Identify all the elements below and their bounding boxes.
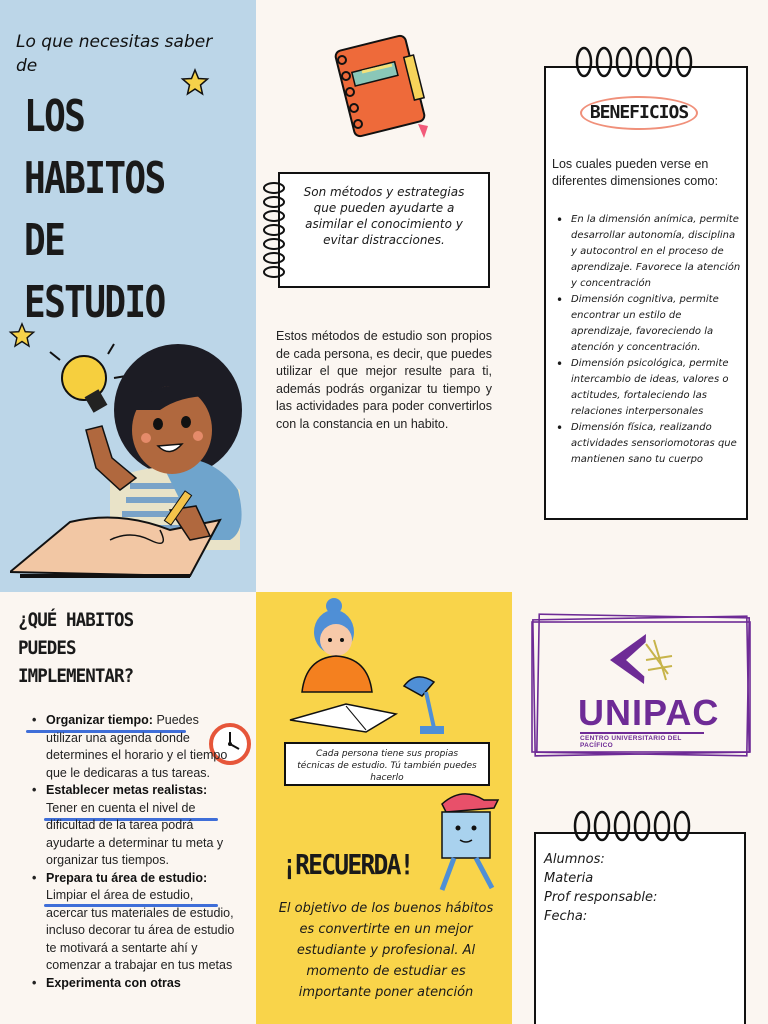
spiral-binding-icon [566,44,706,80]
benefits-list [556,212,742,468]
reminder-title: ¡RECUERDA! [282,848,413,881]
definition-quote-text: Son métodos y estrategias que pueden ayudarte a asimilar el conocimiento y evitar distracciones. [303,185,465,247]
student-info-lines [544,850,657,926]
list-item [30,712,236,782]
list-item: • En la dimensión anímica, permite desarrollar autonomía, disciplina y autocontrol en el proceso de aprendizaje. Favorece la atención y concentración [556,212,742,292]
star-icon [180,68,210,96]
habit-title: Organizar tiempo: [46,713,153,727]
reminder-caption-box [284,742,490,786]
cover-title-line: DE [24,215,65,266]
habit-title: Establecer metas realistas: [46,783,208,797]
studying-person-illustration [286,596,446,746]
student-field-alumnos: Alumnos: [544,852,605,867]
habit-title: Experimenta con otras [46,975,181,990]
list-item: • Dimensión cognitiva, permite encontrar un estilo de aprendizaje, favoreciendo la atención y concentración. [556,292,742,356]
definition-quote [278,172,490,288]
cover-title-line: HABITOS [24,153,165,204]
unipac-logo-text: UNIPAC [578,692,720,733]
benefits-title: BENEFICIOS [580,96,698,130]
list-item [30,782,236,870]
cover-title-line: LOS [24,91,85,142]
list-item [30,975,236,993]
habits-title [18,606,133,690]
student-field-fecha: Fecha: [544,909,588,924]
habits-list [30,712,236,992]
reminder-text: El objetivo de los buenos hábitos es convertirte en un mejor estudiante y profesional. Al momento de estudiar es importante poner atención [278,901,494,1000]
list-item: • Dimensión física, realizando actividades sensoriomotoras que mantienen sano tu cuerpo [556,420,742,468]
spiral-binding-icon [564,808,704,844]
notebook-icon [330,34,434,138]
cover-title-line: ESTUDIO [24,277,165,328]
cover-intro: Lo que necesitas saber de [16,32,213,76]
walking-box-character-illustration [432,790,502,898]
spiral-binding-icon [262,180,286,280]
habits-title-line: ¿QUÉ HABITOS [18,609,134,631]
habits-title-line: PUEDES [18,637,76,659]
habit-text: Tener en cuenta el nivel de dificultad de la tarea podrá ayudarte a determinar tu meta y organizar tus tiempos. [46,800,224,867]
habit-text: Puedes utilizar una agenda donde determines el horario y el tiempo que le dedicaras a tus tareas. [46,713,228,780]
student-field-materia: Materia [544,871,594,886]
list-item: • Dimensión psicológica, permite intercambio de ideas, valores o actitudes, fortaleciendo las relaciones interpersonales [556,356,742,420]
student-field-profesor: Prof responsable: [544,890,658,905]
habit-title: Prepara tu área de estudio: [46,870,208,885]
habits-title-line: IMPLEMENTAR? [18,665,134,687]
unipac-emblem-icon [606,630,676,688]
reminder-caption: Cada persona tiene sus propias técnicas de estudio. Tú también puedes hacerlo [297,749,477,783]
unipac-logo-subtitle: CENTRO UNIVERSITARIO DEL PACÍFICO [580,732,704,749]
cover-title [24,86,195,334]
definition-paragraph: Estos métodos de estudio son propios de cada persona, es decir, que puedes utilizar el que mejor resulte para ti, además podrás organizar tu tiempo y las actividades para poder convertirlos con la constancia en un habito. [276,329,492,431]
habit-text: Limpiar el área de estudio, acercar tus materiales de estudio, incluso decorar tu área de estudio te motivará a sentarte ahí y comenzar a trabajar en tus metas [46,888,235,972]
benefits-intro: Los cuales pueden verse en diferentes dimensiones como: [552,157,719,188]
list-item [30,870,236,975]
student-girl-illustration [10,340,250,584]
